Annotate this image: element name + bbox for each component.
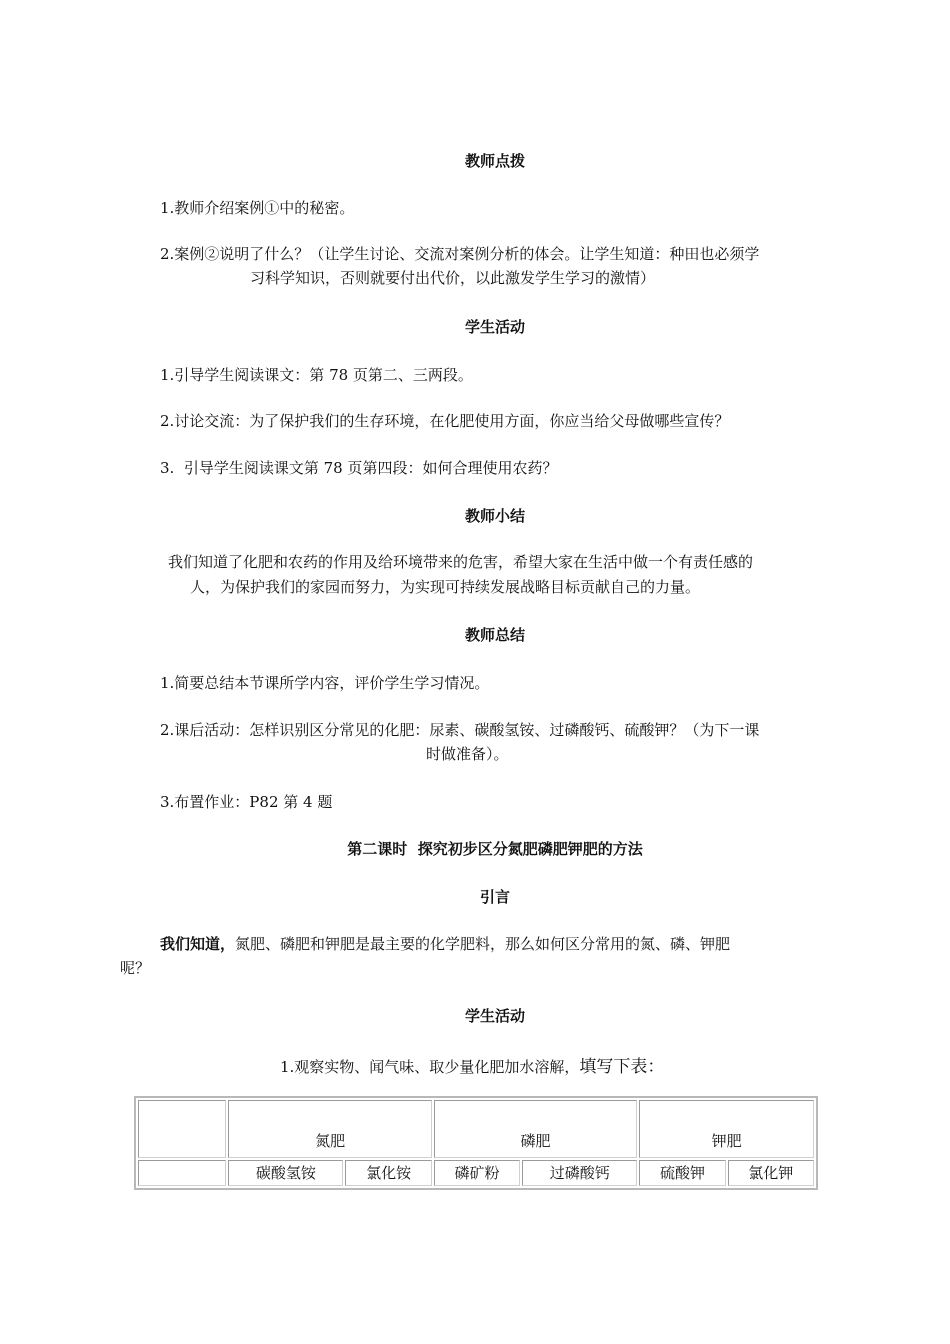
table-cell: 碳酸氢铵 [228, 1160, 343, 1186]
table-cell: 过磷酸钙 [522, 1160, 637, 1186]
table-row-label-cell [138, 1160, 226, 1186]
table-cell: 氯化钾 [728, 1160, 814, 1186]
fertilizer-table [134, 1096, 818, 1190]
table-cell: 磷矿粉 [434, 1160, 520, 1186]
student-activity-1-item-1: 1.引导学生阅读课文：第 78 页第二、三两段。 [160, 366, 473, 384]
heading-student-activity-1: 学生活动 [464, 318, 525, 336]
teacher-guide-item-2-line-1: 2.案例②说明了什么？（让学生讨论、交流对案例分析的体会。让学生知道：种田也必须学 [160, 245, 760, 263]
table-row [138, 1160, 814, 1186]
table-cell: 硫酸钾 [639, 1160, 725, 1186]
heading-student-activity-2: 学生活动 [464, 1007, 525, 1025]
teacher-conclusion-item-3: 3.布置作业：P82 第 4 题 [160, 793, 333, 811]
heading-teacher-guide: 教师点拨 [464, 152, 525, 170]
student-activity-1-item-3: 3. 引导学生阅读课文第 78 页第四段：如何合理使用农药？ [160, 459, 558, 477]
student-activity-1-item-2: 2.讨论交流：为了保护我们的生存环境，在化肥使用方面，你应当给父母做哪些宣传？ [160, 412, 730, 430]
table-corner-cell [138, 1100, 226, 1158]
teacher-guide-item-1: 1.教师介绍案例①中的秘密。 [160, 199, 355, 217]
teacher-conclusion-item-1: 1.简要总结本节课所学内容，评价学生学习情况。 [160, 674, 490, 692]
introduction-text: 氮肥、磷肥和钾肥是最主要的化学肥料，那么如何区分常用的氮、磷、钾肥 [235, 935, 731, 953]
introduction-line-1 [160, 933, 730, 954]
teacher-conclusion-item-2-line-1: 2.课后活动：怎样识别区分常见的化肥：尿素、碳酸氢铵、过磷酸钙、硫酸钾？（为下一课 [160, 721, 760, 739]
introduction-line-2: 呢？ [120, 959, 151, 977]
introduction-bold-lead: 我们知道， [160, 935, 236, 953]
teacher-summary-line-2: 人，为保护我们的家园而努力，为实现可持续发展战略目标贡献自己的力量。 [190, 578, 701, 596]
heading-teacher-conclusion: 教师总结 [464, 626, 525, 644]
table-cell: 氯化铵 [345, 1160, 431, 1186]
teacher-summary-line-1: 我们知道了化肥和农药的作用及给环境带来的危害，希望大家在生活中做一个有责任感的 [168, 553, 754, 571]
lesson-2-title: 第二课时 探究初步区分氮肥磷肥钾肥的方法 [347, 840, 643, 858]
heading-teacher-summary: 教师小结 [464, 507, 525, 525]
group-phosphate-fertilizer: 磷肥 [434, 1100, 637, 1158]
heading-introduction: 引言 [479, 888, 510, 906]
instruction-text: 1.观察实物、闻气味、取少量化肥加水溶解， [280, 1058, 580, 1076]
group-nitrogen-fertilizer: 氮肥 [228, 1100, 431, 1158]
table-header-row [138, 1100, 814, 1158]
teacher-guide-item-2-line-2: 习科学知识，否则就要付出代价，以此激发学生学习的激情） [250, 269, 656, 287]
group-potash-fertilizer: 钾肥 [639, 1100, 814, 1158]
student-activity-2-instruction [280, 1052, 664, 1077]
teacher-conclusion-item-2-line-2: 时做准备）。 [426, 745, 509, 763]
instruction-fill-table: 填写下表： [579, 1057, 665, 1077]
